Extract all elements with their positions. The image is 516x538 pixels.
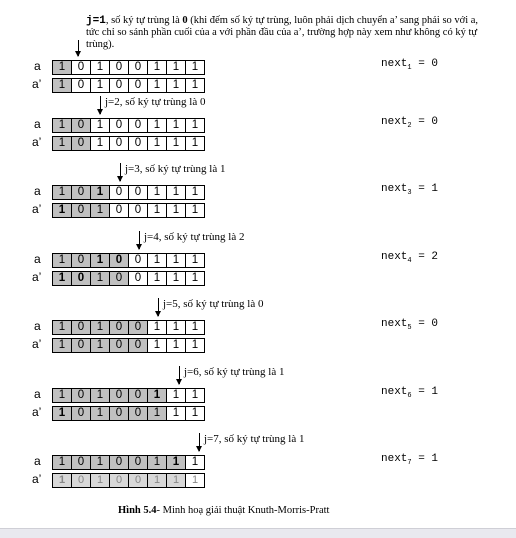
row-label-a: a <box>34 184 41 198</box>
bit-cell: 0 <box>129 185 148 200</box>
bit-cell: 0 <box>72 388 91 403</box>
bit-cell: 1 <box>148 388 167 403</box>
step-2-label: j=2, số ký tự trùng là 0 <box>105 96 206 108</box>
bit-cell: 0 <box>72 271 91 286</box>
bit-cell: 0 <box>110 78 129 93</box>
row-label-a: a <box>34 387 41 401</box>
bit-cell: 1 <box>148 271 167 286</box>
bit-cell: 0 <box>72 406 91 421</box>
bit-cell: 0 <box>129 253 148 268</box>
bit-cell: 1 <box>148 185 167 200</box>
bit-cell: 0 <box>72 118 91 133</box>
step-3-row-a-prime <box>52 203 205 218</box>
step-3-label: j=3, số ký tự trùng là 1 <box>125 163 226 175</box>
bit-cell: 0 <box>129 455 148 470</box>
step-3-next-value: next$_3$ = 1 <box>381 183 439 198</box>
bit-cell: 1 <box>53 388 72 403</box>
bit-cell: 1 <box>53 118 72 133</box>
bit-cell: 1 <box>53 473 72 488</box>
bit-cell: 1 <box>148 455 167 470</box>
step-1-row-a-prime <box>52 78 205 93</box>
bit-cell: 0 <box>129 473 148 488</box>
bit-cell: 1 <box>167 320 186 335</box>
step-4-label: j=4, số ký tự trùng là 2 <box>144 231 245 243</box>
step-5-row-a-prime <box>52 338 205 353</box>
bit-cell: 1 <box>148 473 167 488</box>
step-6-row-a <box>52 388 205 403</box>
bit-cell: 1 <box>186 78 205 93</box>
row-label-a-prime: a’ <box>32 405 42 419</box>
bit-cell: 0 <box>72 253 91 268</box>
bit-cell: 1 <box>91 473 110 488</box>
step-7-arrow <box>199 433 200 451</box>
bit-cell: 1 <box>91 406 110 421</box>
bit-cell: 0 <box>72 78 91 93</box>
bit-cell: 1 <box>167 136 186 151</box>
bit-cell: 1 <box>91 118 110 133</box>
bit-cell: 0 <box>72 185 91 200</box>
bit-cell: 1 <box>186 338 205 353</box>
bit-cell: 1 <box>91 203 110 218</box>
bit-cell: 1 <box>91 60 110 75</box>
row-label-a-prime: a’ <box>32 77 42 91</box>
bit-cell: 1 <box>91 136 110 151</box>
row-label-a-prime: a’ <box>32 337 42 351</box>
step-4-next-value: next$_4$ = 2 <box>381 251 439 266</box>
row-label-a: a <box>34 454 41 468</box>
bit-cell: 1 <box>148 136 167 151</box>
bit-cell: 1 <box>53 338 72 353</box>
bit-cell: 1 <box>148 320 167 335</box>
bit-cell: 0 <box>110 406 129 421</box>
step-4-arrow <box>139 231 140 249</box>
bit-cell: 0 <box>72 455 91 470</box>
step-4-row-a-prime <box>52 271 205 286</box>
bit-cell: 1 <box>91 253 110 268</box>
step-1-row-a <box>52 60 205 75</box>
bit-cell: 1 <box>167 271 186 286</box>
bit-cell: 1 <box>186 185 205 200</box>
bit-cell: 1 <box>148 118 167 133</box>
row-label-a-prime: a’ <box>32 135 42 149</box>
step-6-label: j=6, số ký tự trùng là 1 <box>184 366 285 378</box>
step-5-label: j=5, số ký tự trùng là 0 <box>163 298 264 310</box>
bit-cell: 0 <box>110 455 129 470</box>
bit-cell: 1 <box>53 185 72 200</box>
bit-cell: 1 <box>53 406 72 421</box>
bit-cell: 1 <box>53 253 72 268</box>
row-label-a: a <box>34 117 41 131</box>
bit-cell: 1 <box>53 271 72 286</box>
bit-cell: 0 <box>129 136 148 151</box>
bit-cell: 0 <box>110 203 129 218</box>
bit-cell: 1 <box>167 406 186 421</box>
bit-cell: 1 <box>186 271 205 286</box>
step-7-label: j=7, số ký tự trùng là 1 <box>204 433 305 445</box>
bit-cell: 1 <box>91 388 110 403</box>
bit-cell: 1 <box>148 253 167 268</box>
bit-cell: 0 <box>110 473 129 488</box>
step-2-next-value: next$_2$ = 0 <box>381 116 439 131</box>
bit-cell: 1 <box>53 455 72 470</box>
bit-cell: 1 <box>186 253 205 268</box>
step-2-row-a-prime <box>52 136 205 151</box>
bit-cell: 0 <box>129 388 148 403</box>
bit-cell: 1 <box>186 136 205 151</box>
step-7-next-value: next$_7$ = 1 <box>381 453 439 468</box>
bit-cell: 0 <box>110 118 129 133</box>
step-4-row-a <box>52 253 205 268</box>
bit-cell: 1 <box>148 203 167 218</box>
bit-cell: 0 <box>72 338 91 353</box>
bit-cell: 1 <box>91 455 110 470</box>
bit-cell: 0 <box>129 406 148 421</box>
bit-cell: 1 <box>167 60 186 75</box>
figure-caption: Hình 5.4- Minh hoạ giải thuật Knuth-Morris-Pratt <box>118 505 330 516</box>
step-6-row-a-prime <box>52 406 205 421</box>
row-label-a-prime: a’ <box>32 270 42 284</box>
bit-cell: 1 <box>91 185 110 200</box>
bit-cell: 1 <box>167 118 186 133</box>
bit-cell: 0 <box>129 203 148 218</box>
bit-cell: 1 <box>53 60 72 75</box>
bit-cell: 1 <box>91 271 110 286</box>
step-1-note: j=1, số ký tự trùng là 0 (khi đếm số ký tự trùng, luôn phải dịch chuyển a’ sang phải so với a, tức chỉ so sánh phần cuối của a với phần đầu của a’, trường hợp này xem như không có ký tự trùng). <box>86 15 479 50</box>
bit-cell: 0 <box>110 253 129 268</box>
row-label-a: a <box>34 319 41 333</box>
bit-cell: 0 <box>72 136 91 151</box>
bit-cell: 1 <box>167 185 186 200</box>
bit-cell: 1 <box>53 136 72 151</box>
bit-cell: 0 <box>110 136 129 151</box>
bit-cell: 1 <box>186 60 205 75</box>
step-5-row-a <box>52 320 205 335</box>
bit-cell: 1 <box>186 388 205 403</box>
bit-cell: 0 <box>72 60 91 75</box>
bit-cell: 0 <box>129 60 148 75</box>
bit-cell: 0 <box>129 118 148 133</box>
step-2-arrow <box>100 96 101 114</box>
bit-cell: 0 <box>72 203 91 218</box>
step-7-row-a-prime <box>52 473 205 488</box>
bit-cell: 1 <box>186 473 205 488</box>
bit-cell: 1 <box>148 60 167 75</box>
bit-cell: 0 <box>129 271 148 286</box>
bit-cell: 1 <box>186 455 205 470</box>
bit-cell: 0 <box>110 60 129 75</box>
bit-cell: 1 <box>53 78 72 93</box>
bit-cell: 0 <box>129 78 148 93</box>
bit-cell: 1 <box>91 338 110 353</box>
bit-cell: 1 <box>148 338 167 353</box>
bit-cell: 1 <box>148 406 167 421</box>
step-6-arrow <box>179 366 180 384</box>
row-label-a-prime: a’ <box>32 202 42 216</box>
step-5-next-value: next$_5$ = 0 <box>381 318 439 333</box>
bit-cell: 0 <box>129 320 148 335</box>
bit-cell: 1 <box>53 320 72 335</box>
bit-cell: 1 <box>91 320 110 335</box>
bit-cell: 0 <box>110 338 129 353</box>
step-6-next-value: next$_6$ = 1 <box>381 386 439 401</box>
step-1-next-value: next$_1$ = 0 <box>381 58 439 73</box>
bit-cell: 1 <box>167 455 186 470</box>
bit-cell: 0 <box>110 271 129 286</box>
bit-cell: 0 <box>72 473 91 488</box>
bit-cell: 0 <box>110 320 129 335</box>
bit-cell: 1 <box>167 253 186 268</box>
step-1-arrow <box>78 40 79 56</box>
step-7-row-a <box>52 455 205 470</box>
bit-cell: 1 <box>53 203 72 218</box>
bit-cell: 1 <box>167 338 186 353</box>
bit-cell: 1 <box>91 78 110 93</box>
bit-cell: 1 <box>186 118 205 133</box>
step-5-arrow <box>158 298 159 316</box>
step-3-row-a <box>52 185 205 200</box>
bit-cell: 0 <box>110 185 129 200</box>
bit-cell: 0 <box>110 388 129 403</box>
bit-cell: 1 <box>167 473 186 488</box>
bit-cell: 1 <box>148 78 167 93</box>
row-label-a: a <box>34 252 41 266</box>
row-label-a: a <box>34 59 41 73</box>
bit-cell: 1 <box>167 388 186 403</box>
bit-cell: 1 <box>186 406 205 421</box>
step-2-row-a <box>52 118 205 133</box>
row-label-a-prime: a’ <box>32 472 42 486</box>
bit-cell: 1 <box>186 320 205 335</box>
step-3-arrow <box>120 163 121 181</box>
bit-cell: 1 <box>167 203 186 218</box>
bit-cell: 0 <box>129 338 148 353</box>
bit-cell: 0 <box>72 320 91 335</box>
bit-cell: 1 <box>167 78 186 93</box>
bit-cell: 1 <box>186 203 205 218</box>
